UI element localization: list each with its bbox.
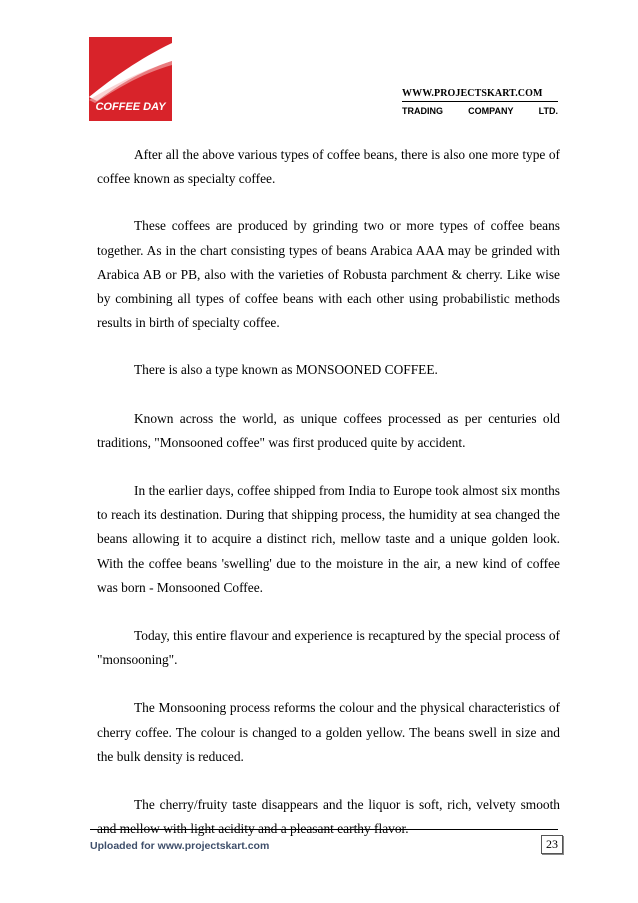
header-site-block	[402, 88, 558, 116]
footer-divider	[90, 829, 558, 830]
paragraph-monsooned-intro: There is also a type known as MONSOONED COFFEE.	[134, 362, 438, 378]
company-word-company: COMPANY	[468, 106, 514, 116]
paragraph-taste: The cherry/fruity taste disappears and the liquor is soft, rich, velvety smooth and mellow with light acidity and a pleasant earthy flavor.	[97, 797, 560, 837]
page-number: 23	[541, 835, 563, 854]
paragraph-process-characteristics: The Monsooning process reforms the colour and the physical characteristics of cherry coffee. The colour is changed to a golden yellow. The beans swell in size and the bulk density is reduced.	[97, 700, 560, 764]
paragraph-specialty-intro: After all the above various types of coffee beans, there is also one more type of coffee known as specialty coffee.	[97, 147, 560, 187]
paragraph-monsooning-process: Today, this entire flavour and experience is recaptured by the special process of "monsooning".	[97, 628, 560, 668]
logo-text: COFFEE DAY	[95, 101, 166, 113]
document-body	[97, 143, 560, 841]
paragraph-specialty-production: These coffees are produced by grinding two or more types of coffee beans together. As in the chart consisting types of beans Arabica AAA may be grinded with Arabica AB or PB, also with the varieties of Robusta parchment & cherry. Like wise by combining all types of coffee beans with each other using probabilistic methods results in birth of specialty coffee.	[97, 218, 560, 331]
coffee-day-logo	[89, 37, 172, 121]
footer-uploaded-text: Uploaded for www.projectskart.com	[90, 840, 270, 852]
paragraph-shipping-story: In the earlier days, coffee shipped from India to Europe took almost six months to reach its destination. During that shipping process, the humidity at sea changed the beans allowing it to acquire a distinct rich, mellow taste and a unique golden look. With the coffee beans 'swelling' due to the moisture in the air, a new kind of coffee was born - Monsooned Coffee.	[97, 483, 560, 595]
website-url: WWW.PROJECTSKART.COM	[402, 88, 558, 102]
coffee-day-logo-graphic	[89, 37, 172, 121]
company-line	[402, 106, 558, 116]
company-word-ltd: LTD.	[538, 106, 558, 116]
company-word-trading: TRADING	[402, 106, 443, 116]
paragraph-monsooned-history: Known across the world, as unique coffees processed as per centuries old traditions, "Monsooned coffee" was first produced quite by accident.	[97, 410, 560, 450]
